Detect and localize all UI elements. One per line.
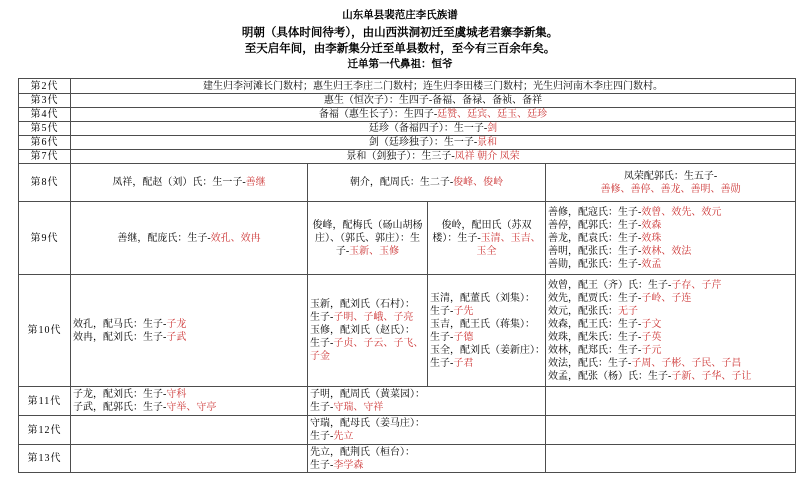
family-record-cell bbox=[308, 445, 546, 473]
descendant-names-text: 效孔、效冉 bbox=[210, 232, 261, 244]
descendant-names-text: 子先 bbox=[453, 305, 474, 317]
descendant-names-text: 效曾、效先、效元 bbox=[641, 206, 722, 218]
record-text: 俊峰，配梅氏（砀山胡杨庄）、（郭氏、郭庄）：生子- bbox=[312, 219, 423, 257]
descendant-names-text: 先立 bbox=[333, 431, 354, 442]
descendant-names-text: 玉清、玉吉、玉全 bbox=[476, 232, 541, 257]
descendant-names-text: 守瑞、守祥 bbox=[333, 402, 384, 413]
family-record-cell bbox=[71, 416, 308, 445]
record-line bbox=[548, 292, 793, 305]
record-text: 生子- bbox=[310, 459, 334, 471]
record-line bbox=[73, 401, 305, 414]
record-line bbox=[548, 344, 793, 357]
record-text: 备福（惠生长子）：生四子- bbox=[318, 109, 438, 120]
record-text: 凤祥，配赵（刘）氏：生一子- bbox=[112, 177, 246, 188]
record-text: 生子- bbox=[430, 305, 454, 317]
family-record-cell bbox=[308, 202, 428, 275]
header-line-migration: 至天启年间，由李新集分迁至单县数村，至今有三百余年矣。 bbox=[244, 43, 556, 55]
family-record-cell bbox=[71, 275, 308, 387]
family-record-cell bbox=[546, 416, 796, 445]
record-line bbox=[310, 324, 425, 337]
descendant-names-text: 子新、子华、子让 bbox=[671, 370, 752, 382]
family-record-cell bbox=[71, 94, 796, 108]
record-line bbox=[73, 108, 793, 121]
record-line bbox=[310, 298, 425, 311]
record-line bbox=[548, 258, 793, 271]
descendant-names-text: 凤祥 朝介 凤荣 bbox=[454, 151, 520, 162]
record-text: 生子- bbox=[310, 338, 334, 349]
generation-label: 第8代 bbox=[19, 164, 71, 202]
record-line bbox=[73, 318, 305, 331]
generation-row bbox=[19, 387, 796, 416]
record-text: 生子- bbox=[310, 431, 334, 442]
family-record-cell bbox=[71, 79, 796, 94]
record-text: 廷珍（备福四子）：生一子- bbox=[368, 123, 488, 134]
descendant-names-text: 效林、效法 bbox=[641, 245, 692, 257]
header-line-origin: 明朝（具体时间待考），由山西洪洞初迁至虞城老君寨李新集。 bbox=[241, 27, 559, 39]
family-record-cell bbox=[546, 387, 796, 416]
record-line bbox=[310, 459, 543, 472]
descendant-names-text: 子周、子彬、子民、子昌 bbox=[631, 357, 742, 369]
record-line bbox=[73, 122, 793, 135]
descendant-names-text: 廷赞、廷宾、廷玉、廷珍 bbox=[437, 109, 548, 120]
record-line bbox=[310, 446, 543, 459]
record-line bbox=[548, 305, 793, 318]
record-line bbox=[73, 136, 793, 149]
record-line bbox=[430, 318, 543, 331]
genealogy-table-body bbox=[19, 79, 796, 473]
record-line bbox=[548, 219, 793, 232]
record-line bbox=[310, 401, 543, 414]
descendant-names-text: 子英 bbox=[641, 331, 662, 343]
descendant-names-text: 子元 bbox=[641, 344, 662, 356]
record-line bbox=[548, 183, 793, 196]
descendant-names-text: 子贞、子云、子飞、 bbox=[333, 338, 424, 349]
record-line bbox=[548, 357, 793, 370]
record-line bbox=[548, 232, 793, 245]
record-line bbox=[430, 305, 543, 318]
family-record-cell bbox=[71, 122, 796, 136]
generation-row bbox=[19, 122, 796, 136]
record-line bbox=[430, 292, 543, 305]
family-record-cell bbox=[428, 202, 546, 275]
record-text: 建生归李河滩长门数村；惠生归王李庄二门数村；连生归李田楼三门数村；光生归河南木李庄四门数村。 bbox=[203, 80, 663, 92]
family-record-cell bbox=[71, 387, 308, 416]
generation-row bbox=[19, 164, 796, 202]
record-text: 玉全，配刘氏（姜新庄）： bbox=[430, 344, 545, 356]
record-text: 玉清，配董氏（刘集）： bbox=[430, 292, 535, 304]
record-text: 俊岭，配田氏（苏双楼）：生子- bbox=[432, 219, 532, 244]
record-line bbox=[310, 430, 543, 443]
family-record-cell bbox=[71, 150, 796, 164]
record-line bbox=[548, 206, 793, 219]
descendant-names-text: 玉新、玉修 bbox=[349, 245, 400, 257]
record-text: 效曾，配王（齐）氏：生子- bbox=[548, 279, 672, 291]
record-text: 效法，配氏：生子- bbox=[548, 357, 632, 369]
record-text: 效森，配王氏：生子- bbox=[548, 318, 642, 330]
generation-label: 第4代 bbox=[19, 108, 71, 122]
record-text: 效先，配贾氏：生子- bbox=[548, 292, 642, 304]
record-text: 玉新，配刘氏（石村）： bbox=[310, 299, 415, 310]
record-line bbox=[310, 219, 425, 258]
generation-label: 第9代 bbox=[19, 202, 71, 275]
record-text: 善明，配张氏：生子- bbox=[548, 245, 642, 257]
family-record-cell bbox=[308, 164, 546, 202]
record-text: 生子- bbox=[430, 331, 454, 343]
record-text: 生子- bbox=[310, 402, 334, 413]
record-text: 子武，配郭氏：生子- bbox=[73, 402, 167, 413]
descendant-names-text: 守科 bbox=[166, 389, 187, 400]
record-line bbox=[430, 219, 543, 258]
record-text: 惠生（恒次子）：生四子-备福、备禄、备祯、备祥 bbox=[323, 95, 543, 106]
family-record-cell bbox=[308, 416, 546, 445]
generation-row bbox=[19, 136, 796, 150]
record-text: 善修，配寇氏：生子- bbox=[548, 206, 642, 218]
record-text: 善继，配庞氏：生子- bbox=[117, 232, 211, 244]
record-line bbox=[548, 370, 793, 383]
descendant-names-text: 剑 bbox=[487, 123, 498, 134]
header-line-ancestor: 迁单第一代鼻祖：恒爷 bbox=[347, 59, 453, 70]
family-record-cell bbox=[546, 275, 796, 387]
family-record-cell bbox=[428, 275, 546, 387]
record-text: 子龙，配刘氏：生子- bbox=[73, 389, 167, 400]
descendant-names-text: 效森 bbox=[641, 219, 662, 231]
record-line bbox=[73, 176, 305, 189]
record-text: 效冉，配刘氏：生子- bbox=[73, 331, 167, 343]
record-line bbox=[73, 232, 305, 245]
generation-label: 第10代 bbox=[19, 275, 71, 387]
record-line bbox=[548, 245, 793, 258]
descendant-names-text: 善修、善停、善龙、善明、善勋 bbox=[600, 183, 741, 195]
record-line bbox=[73, 388, 305, 401]
record-line bbox=[73, 94, 793, 107]
generation-label: 第5代 bbox=[19, 122, 71, 136]
record-text: 效孟，配张（杨）氏：生子- bbox=[548, 370, 672, 382]
generation-row bbox=[19, 202, 796, 275]
generation-row bbox=[19, 275, 796, 387]
record-line bbox=[73, 150, 793, 163]
record-text: 善停，配郭氏：生子- bbox=[548, 219, 642, 231]
generation-label: 第7代 bbox=[19, 150, 71, 164]
family-record-cell bbox=[71, 202, 308, 275]
descendant-names-text: 无子 bbox=[618, 305, 638, 317]
generation-row bbox=[19, 150, 796, 164]
record-line bbox=[548, 318, 793, 331]
descendant-names-text: 效孟 bbox=[641, 258, 662, 270]
generation-label: 第3代 bbox=[19, 94, 71, 108]
descendant-names-text: 景和 bbox=[477, 137, 498, 148]
descendant-names-text: 子存、子芹 bbox=[671, 279, 722, 291]
family-record-cell bbox=[546, 202, 796, 275]
record-text: 效林，配郑氏：生子- bbox=[548, 344, 642, 356]
family-record-cell bbox=[308, 275, 428, 387]
generation-row bbox=[19, 79, 796, 94]
record-line bbox=[430, 344, 543, 357]
descendant-names-text: 子龙 bbox=[166, 318, 187, 330]
document-header bbox=[0, 0, 800, 73]
record-line bbox=[310, 176, 543, 189]
generation-label: 第6代 bbox=[19, 136, 71, 150]
record-text: 玉吉，配王氏（蒋集）： bbox=[430, 318, 535, 330]
family-record-cell bbox=[546, 445, 796, 473]
descendant-names-text: 子金 bbox=[310, 351, 330, 362]
descendant-names-text: 李学森 bbox=[333, 459, 364, 471]
record-text: 玉修，配刘氏（赵氏）： bbox=[310, 325, 415, 336]
record-line bbox=[430, 357, 543, 370]
record-text: 善龙，配袁氏：生子- bbox=[548, 232, 642, 244]
record-line bbox=[73, 80, 793, 93]
generation-label: 第12代 bbox=[19, 416, 71, 445]
record-text: 朝介，配周氏：生二子- bbox=[349, 177, 454, 188]
record-line bbox=[548, 331, 793, 344]
family-record-cell bbox=[71, 136, 796, 150]
descendant-names-text: 子武 bbox=[166, 331, 187, 343]
generation-row bbox=[19, 445, 796, 473]
document-title: 山东单县裴范庄李氏族谱 bbox=[342, 10, 458, 21]
record-line bbox=[310, 337, 425, 350]
generation-label: 第11代 bbox=[19, 387, 71, 416]
descendant-names-text: 子德 bbox=[453, 331, 474, 343]
record-line bbox=[73, 331, 305, 344]
record-line bbox=[548, 170, 793, 183]
descendant-names-text: 效珠 bbox=[641, 232, 662, 244]
generation-row bbox=[19, 416, 796, 445]
record-text: 生子- bbox=[310, 312, 334, 323]
record-line bbox=[548, 279, 793, 292]
generation-row bbox=[19, 108, 796, 122]
descendant-names-text: 子君 bbox=[453, 357, 474, 369]
record-line bbox=[310, 350, 425, 363]
record-text: 景和（剑独子）：生三子- bbox=[346, 151, 455, 162]
record-line bbox=[310, 311, 425, 324]
family-record-cell bbox=[546, 164, 796, 202]
record-line bbox=[430, 331, 543, 344]
record-text: 凤荣配郭氏：生五子- bbox=[623, 170, 718, 182]
genealogy-table bbox=[18, 78, 796, 473]
record-text: 效孔，配马氏：生子- bbox=[73, 318, 167, 330]
generation-label: 第2代 bbox=[19, 79, 71, 94]
descendant-names-text: 子文 bbox=[641, 318, 662, 330]
descendant-names-text: 守举、守亭 bbox=[166, 402, 217, 413]
record-text: 守瑞，配母氏（姜马庄）： bbox=[310, 418, 425, 429]
family-record-cell bbox=[71, 445, 308, 473]
descendant-names-text: 子明、子峨、子亮 bbox=[333, 312, 414, 323]
record-text: 善勋，配张氏：生子- bbox=[548, 258, 642, 270]
family-record-cell bbox=[71, 164, 308, 202]
generation-label: 第13代 bbox=[19, 445, 71, 473]
record-text: 子明，配周氏（黄菜园）： bbox=[310, 389, 425, 400]
generation-row bbox=[19, 94, 796, 108]
record-text: 效元，配张氏： bbox=[548, 305, 618, 317]
record-text: 剑（廷珍独子）：生一子- bbox=[368, 137, 478, 148]
descendant-names-text: 子岭、子连 bbox=[641, 292, 692, 304]
family-record-cell bbox=[71, 108, 796, 122]
record-line bbox=[310, 417, 543, 430]
descendant-names-text: 俊峰、俊岭 bbox=[453, 177, 504, 188]
record-line bbox=[310, 388, 543, 401]
record-text: 生子- bbox=[430, 357, 454, 369]
record-text: 先立，配荆氏（桓台）： bbox=[310, 446, 415, 458]
record-text: 效珠，配朱氏：生子- bbox=[548, 331, 642, 343]
family-record-cell bbox=[308, 387, 546, 416]
descendant-names-text: 善继 bbox=[245, 177, 266, 188]
